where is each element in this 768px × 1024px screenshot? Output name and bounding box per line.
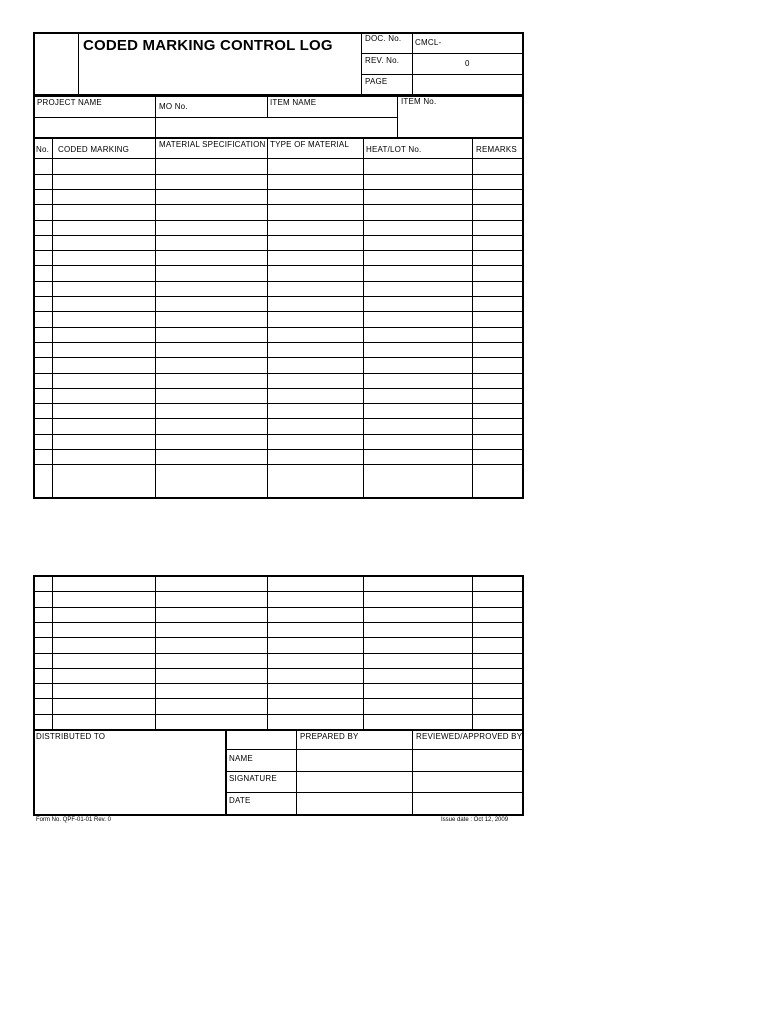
lower-table-row-line: [34, 622, 523, 623]
col-header-coded-marking: CODED MARKING: [58, 145, 130, 154]
lower-table-row-line: [34, 607, 523, 608]
issue-date: Issue date : Oct 12, 2009: [441, 817, 509, 823]
upper-table-row-line: [34, 235, 523, 236]
project-bottom-line: [34, 137, 523, 139]
upper-table-row-line: [34, 418, 523, 419]
header-row-line-1: [361, 53, 523, 54]
lower-table-row-line: [34, 668, 523, 669]
lower-table-row-line: [34, 683, 523, 684]
upper-table-row-line: [34, 342, 523, 343]
signature-row-line-2: [226, 771, 523, 772]
upper-table-row-line: [34, 327, 523, 328]
project-mid-line-left: [34, 117, 155, 118]
col-header-type-of-material: TYPE OF MATERIAL: [270, 140, 350, 149]
upper-table: [33, 95, 524, 499]
upper-table-row-line: [34, 449, 523, 450]
signature-top-line: [34, 729, 523, 731]
upper-col-line-2: [155, 138, 156, 498]
upper-table-row-line: [34, 220, 523, 221]
col-header-material-spec: MATERIAL SPECIFICATION: [159, 140, 266, 149]
distributed-to-label: DISTRIBUTED TO: [36, 732, 106, 741]
item-name-label: ITEM NAME: [270, 98, 317, 107]
upper-table-row-line: [34, 388, 523, 389]
upper-table-row-line: [34, 204, 523, 205]
upper-col-line-1: [52, 138, 53, 498]
prepared-by-label: PREPARED BY: [300, 732, 359, 741]
lower-table-row-line: [34, 637, 523, 638]
upper-table-row-line: [34, 357, 523, 358]
project-name-label: PROJECT NAME: [37, 98, 102, 107]
upper-table-row-line: [34, 434, 523, 435]
col-header-heat-lot: HEAT/LOT No.: [366, 145, 422, 154]
doc-no-label: DOC. No.: [365, 34, 402, 43]
upper-table-row-line: [34, 265, 523, 266]
doc-no-value[interactable]: CMCL-: [415, 38, 442, 47]
lower-table-row-line: [34, 653, 523, 654]
date-label: DATE: [229, 796, 251, 805]
upper-table-row-line: [34, 373, 523, 374]
signature-row-line-1: [226, 749, 523, 750]
project-mid-line-right: [155, 117, 398, 118]
upper-table-row-line: [34, 250, 523, 251]
rev-no-value[interactable]: 0: [465, 59, 470, 68]
signature-distributed-divider: [225, 730, 227, 815]
page-label: PAGE: [365, 77, 388, 86]
name-label: NAME: [229, 754, 253, 763]
signature-label-divider: [296, 730, 297, 815]
lower-table-row-line: [34, 698, 523, 699]
header-value-divider: [412, 33, 413, 95]
reviewed-approved-label: REVIEWED/APPROVED BY: [416, 732, 523, 741]
lower-table-row-line: [34, 591, 523, 592]
signature-prepared-divider: [412, 730, 413, 815]
form-number: Form No. QPF-01-01 Rev. 0: [36, 817, 111, 823]
col-header-no: No.: [36, 145, 50, 154]
col-header-remarks: REMARKS: [476, 145, 517, 154]
upper-col-line-5: [472, 138, 473, 498]
signature-row-line-3: [226, 792, 523, 793]
item-no-label: ITEM No.: [401, 97, 437, 106]
upper-table-row-line: [34, 464, 523, 465]
project-divider-2: [267, 96, 268, 118]
upper-table-row-line: [34, 281, 523, 282]
upper-table-row-line: [34, 158, 523, 159]
mo-no-label: MO No.: [159, 102, 188, 111]
signature-label: SIGNATURE: [229, 774, 277, 783]
page-title: CODED MARKING CONTROL LOG: [83, 37, 333, 54]
header-doc-divider: [361, 33, 362, 95]
upper-table-row-line: [34, 174, 523, 175]
upper-col-line-3: [267, 138, 268, 498]
upper-table-row-line: [34, 311, 523, 312]
lower-table: [33, 575, 524, 816]
upper-col-line-4: [363, 138, 364, 498]
header-row-line-2: [361, 74, 523, 75]
upper-table-row-line: [34, 296, 523, 297]
upper-table-row-line: [34, 403, 523, 404]
upper-table-row-line: [34, 189, 523, 190]
rev-no-label: REV. No.: [365, 56, 400, 65]
lower-table-row-line: [34, 714, 523, 715]
header-logo-divider: [78, 33, 79, 95]
